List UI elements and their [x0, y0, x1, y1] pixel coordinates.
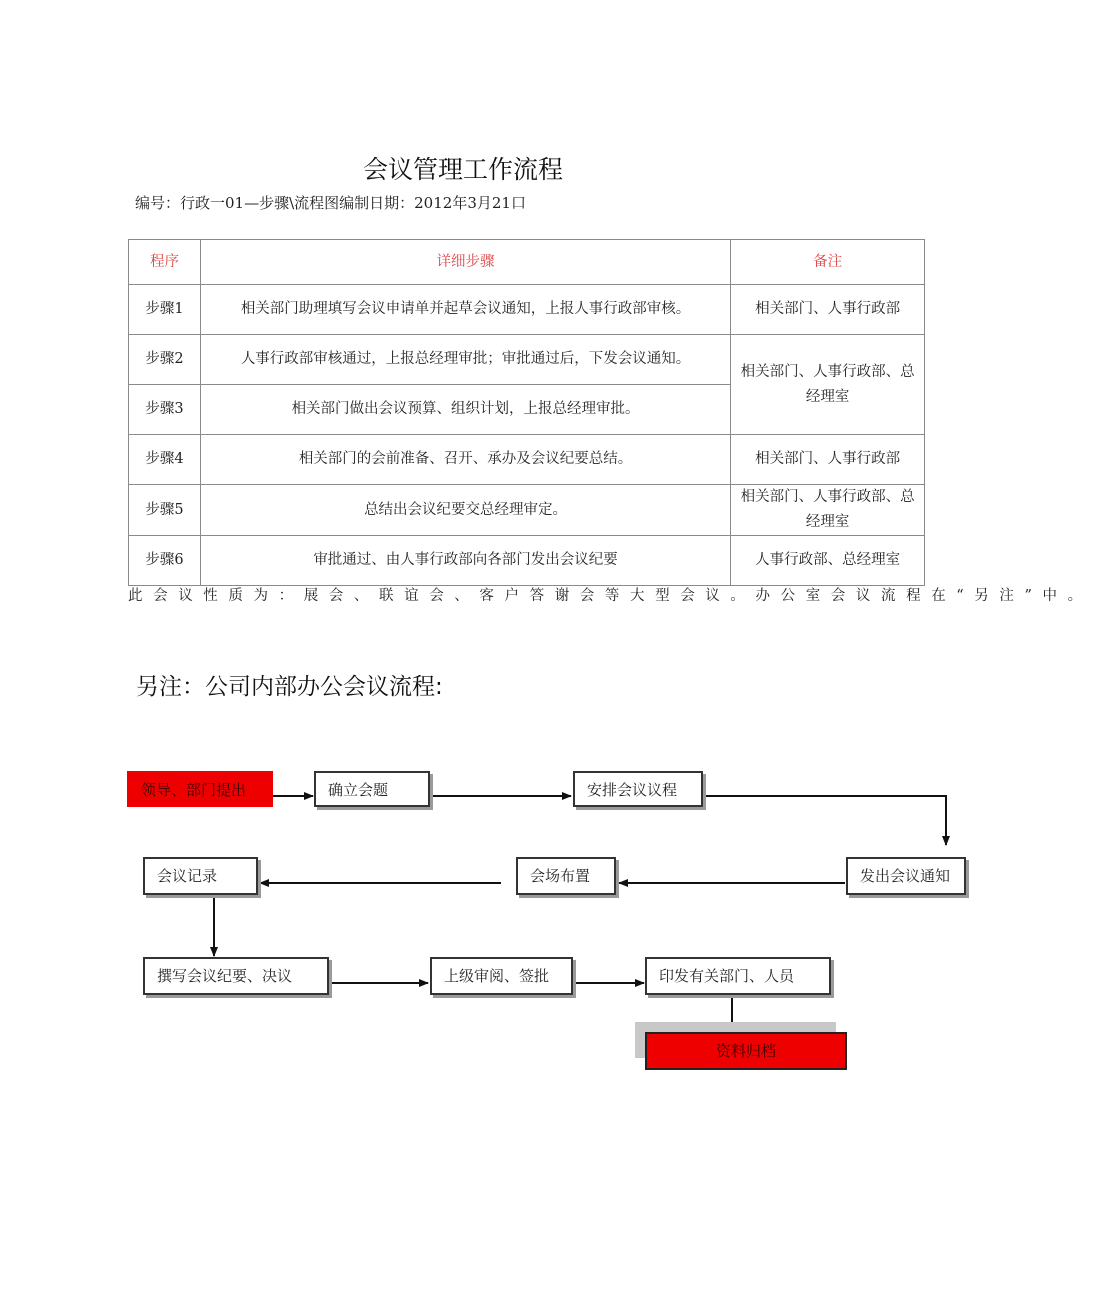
step-cell: 步骤6 — [129, 536, 201, 586]
header-detail: 详细步骤 — [200, 240, 730, 285]
section-heading: 另注：公司内部办公会议流程: — [136, 674, 443, 700]
detail-cell: 相关部门助理填写会议申请单并起草会议通知，上报人事行政部审核。 — [200, 285, 730, 335]
flow-step-agenda: 安排会议议程 — [573, 771, 703, 807]
arrow-agenda-to-notice — [704, 796, 946, 845]
note-cell: 相关部门、人事行政部、总经理室 — [731, 335, 925, 435]
flow-step-topic: 确立会题 — [314, 771, 430, 807]
detail-cell: 相关部门做出会议预算、组织计划，上报总经理审批。 — [200, 385, 730, 435]
note-cell: 人事行政部、总经理室 — [731, 536, 925, 586]
detail-cell: 人事行政部审核通过，上报总经理审批；审批通过后，下发会议通知。 — [200, 335, 730, 385]
table-row — [129, 335, 925, 385]
flow-step-start: 领导、部门提出 — [127, 771, 273, 807]
flow-step-distribute: 印发有关部门、人员 — [645, 957, 831, 995]
document-meta: 编号：行政一01—步骤\流程图编制日期：2012年3月21口 — [135, 194, 526, 212]
step-cell: 步骤2 — [129, 335, 201, 385]
flow-step-notice: 发出会议通知 — [846, 857, 966, 895]
table-row — [129, 285, 925, 335]
flow-step-archive: 资料归档 — [645, 1032, 847, 1070]
detail-cell: 审批通过、由人事行政部向各部门发出会议纪要 — [200, 536, 730, 586]
note-cell: 相关部门、人事行政部 — [731, 285, 925, 335]
step-cell: 步骤4 — [129, 435, 201, 485]
note-cell: 相关部门、人事行政部 — [731, 435, 925, 485]
step-cell: 步骤1 — [129, 285, 201, 335]
header-step: 程序 — [129, 240, 201, 285]
flow-step-record: 会议记录 — [143, 857, 258, 895]
table-row — [129, 435, 925, 485]
meeting-nature-note: 此会议性质为：展会、联谊会、客户答谢会等大型会议。办公室会议流程在“另注”中。 — [128, 588, 1093, 604]
step-cell: 步骤5 — [129, 485, 201, 536]
step-cell: 步骤3 — [129, 385, 201, 435]
flow-step-venue: 会场布置 — [516, 857, 616, 895]
table-header-row — [129, 240, 925, 285]
note-cell: 相关部门、人事行政部、总经理室 — [731, 485, 925, 536]
steps-table — [128, 239, 925, 586]
flow-step-minutes: 撰写会议纪要、决议 — [143, 957, 329, 995]
flow-step-review: 上级审阅、签批 — [430, 957, 573, 995]
page-title: 会议管理工作流程 — [362, 155, 563, 184]
table-row — [129, 536, 925, 586]
detail-cell: 总结出会议纪要交总经理审定。 — [200, 485, 730, 536]
detail-cell: 相关部门的会前准备、召开、承办及会议纪要总结。 — [200, 435, 730, 485]
header-note: 备注 — [731, 240, 925, 285]
table-row — [129, 485, 925, 536]
